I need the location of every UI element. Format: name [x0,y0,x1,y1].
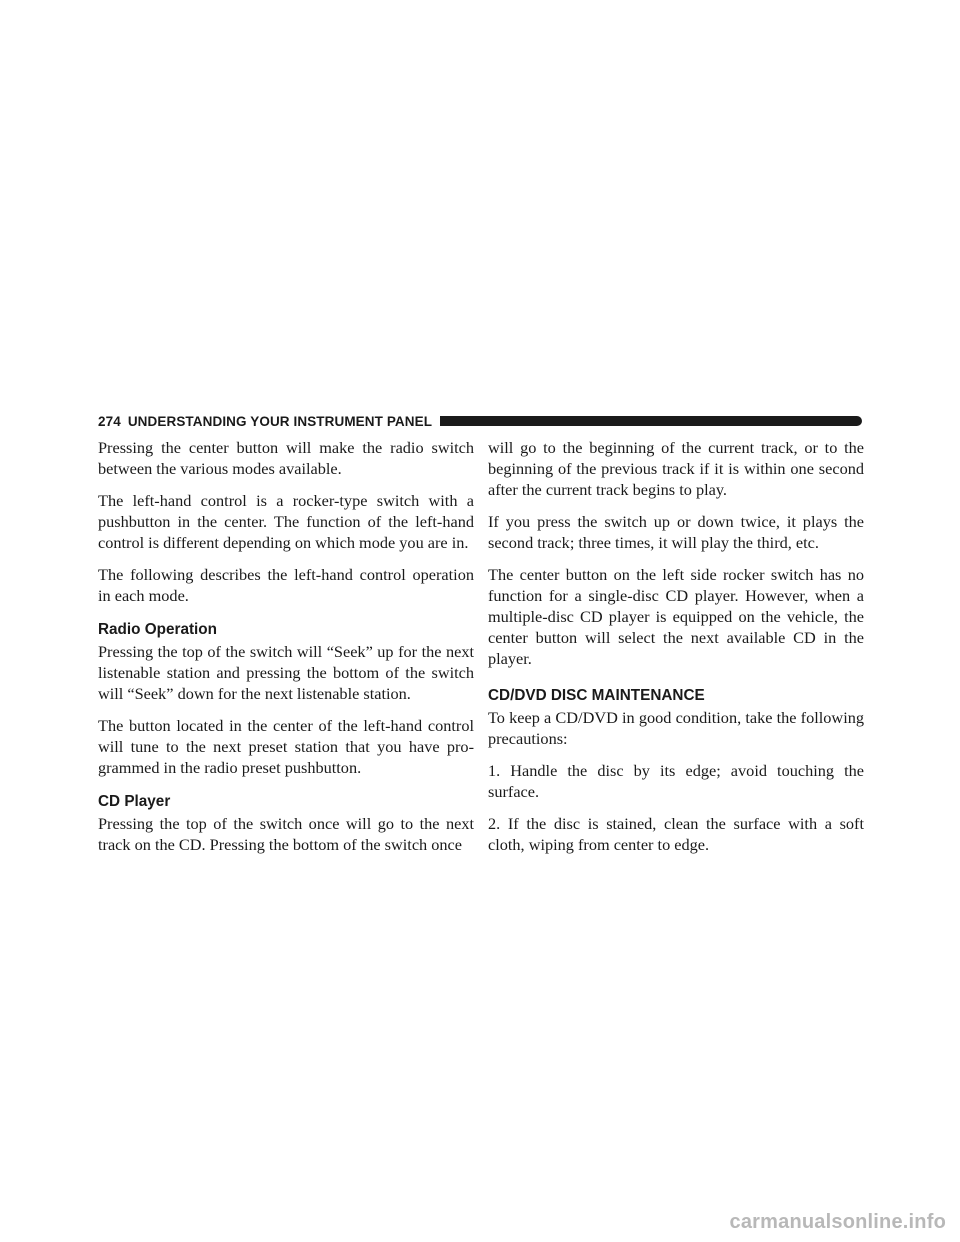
heading-cd-player: CD Player [98,793,171,810]
paragraph: The left-hand control is a rocker-type switch with a pushbutton in the center. The function of the left-hand control is different depending on which mode you are in. [98,491,474,552]
paragraph: Pressing the center button will make the radio switch between the various modes available. [98,438,474,478]
heading-disc-maintenance: CD/DVD DISC MAINTENANCE [488,687,705,704]
paragraph: 2. If the disc is stained, clean the surface with a soft cloth, wiping from center to edge. [488,814,864,854]
left-column [98,437,474,866]
paragraph: 1. Handle the disc by its edge; avoid touching the surface. [488,761,864,801]
paragraph: Pressing the top of the switch will “Seek” up for the next listenable station and pressing the bottom of the switch will “Seek” down for the next listenable station. [98,642,474,703]
heading-radio-operation: Radio Operation [98,621,217,638]
paragraph: If you press the switch up or down twice, it plays the second track; three times, it will play the third, etc. [488,512,864,552]
page-header [98,412,862,430]
paragraph: Pressing the top of the switch once will go to the next track on the CD. Pressing the bottom of the switch once [98,814,474,854]
page-number: 274 [98,413,121,429]
watermark: carmanualsonline.info [729,1211,946,1233]
paragraph: To keep a CD/DVD in good condition, take the following precautions: [488,708,864,748]
right-column [488,437,864,866]
paragraph: will go to the beginning of the current track, or to the beginning of the previous track if it is within one second after the current track begins to play. [488,438,864,499]
section-title: UNDERSTANDING YOUR INSTRUMENT PANEL [127,413,433,429]
paragraph: The center button on the left side rocker switch has no function for a single-disc CD player. However, when a multiple-disc CD player is equipped on the vehicle, the center button will select the next available CD in the player. [488,565,864,668]
paragraph: The button located in the center of the left-hand control will tune to the next preset station that you have pro-grammed in the radio preset pushbutton. [98,716,474,777]
paragraph: The following describes the left-hand control operation in each mode. [98,565,474,605]
header-rule [440,416,862,426]
